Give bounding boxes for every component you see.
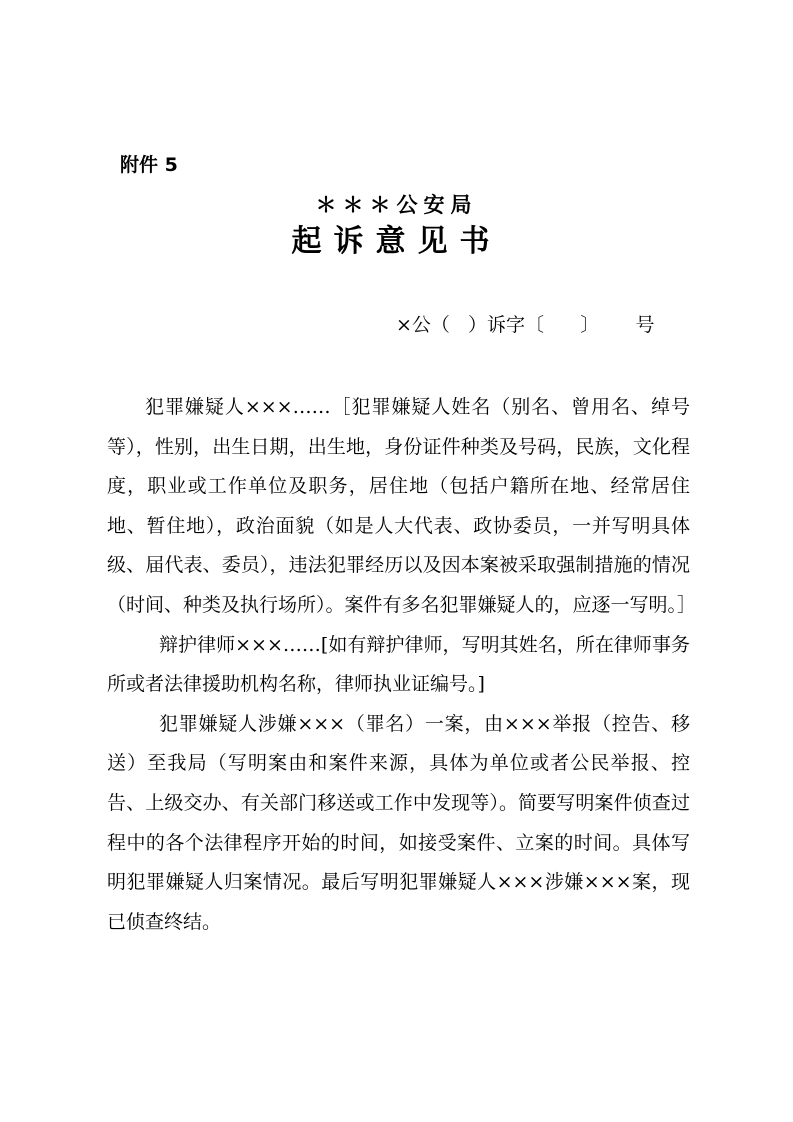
attachment-label: 附件 5 — [120, 154, 178, 176]
document-title: 起诉意见书 — [291, 224, 502, 259]
document-body — [107, 388, 697, 942]
document-number: ×公（ ）诉字〔 〕 号 — [396, 314, 655, 336]
suspect-paragraph: 犯罪嫌疑人×××……［犯罪嫌疑人姓名（别名、曾用名、绰号等），性别，出生日期，出生地，身份证件种类及号码，民族，文化程度，职业或工作单位及职务，居住地（包括户籍所在地、经常居住地、暂住地），政治面貌（如是人大代表、政协委员，一并写明具体级、届代表、委员），违法犯罪经历以及因本案被采取强制措施的情况（时间、种类及执行场所）。案件有多名犯罪嫌疑人的，应逐一写明。］ — [107, 396, 697, 616]
case-summary-paragraph: 犯罪嫌疑人涉嫌×××（罪名）一案，由×××举报（控告、移送）至我局（写明案由和案件来源，具体为单位或者公民举报、控告、上级交办、有关部门移送或工作中发现等）。简要写明案件侦查过程中的各个法律程序开始的时间，如接受案件、立案的时间。具体写明犯罪嫌疑人归案情况。最后写明犯罪嫌疑人×××涉嫌×××案，现已侦查终结。 — [107, 712, 690, 933]
defense-lawyer-paragraph: 辩护律师×××……[如有辩护律师，写明其姓名，所在律师事务所或者法律援助机构名称，律师执业证编号。] — [107, 633, 690, 696]
agency-name: ＊＊＊公安局 — [315, 192, 478, 217]
